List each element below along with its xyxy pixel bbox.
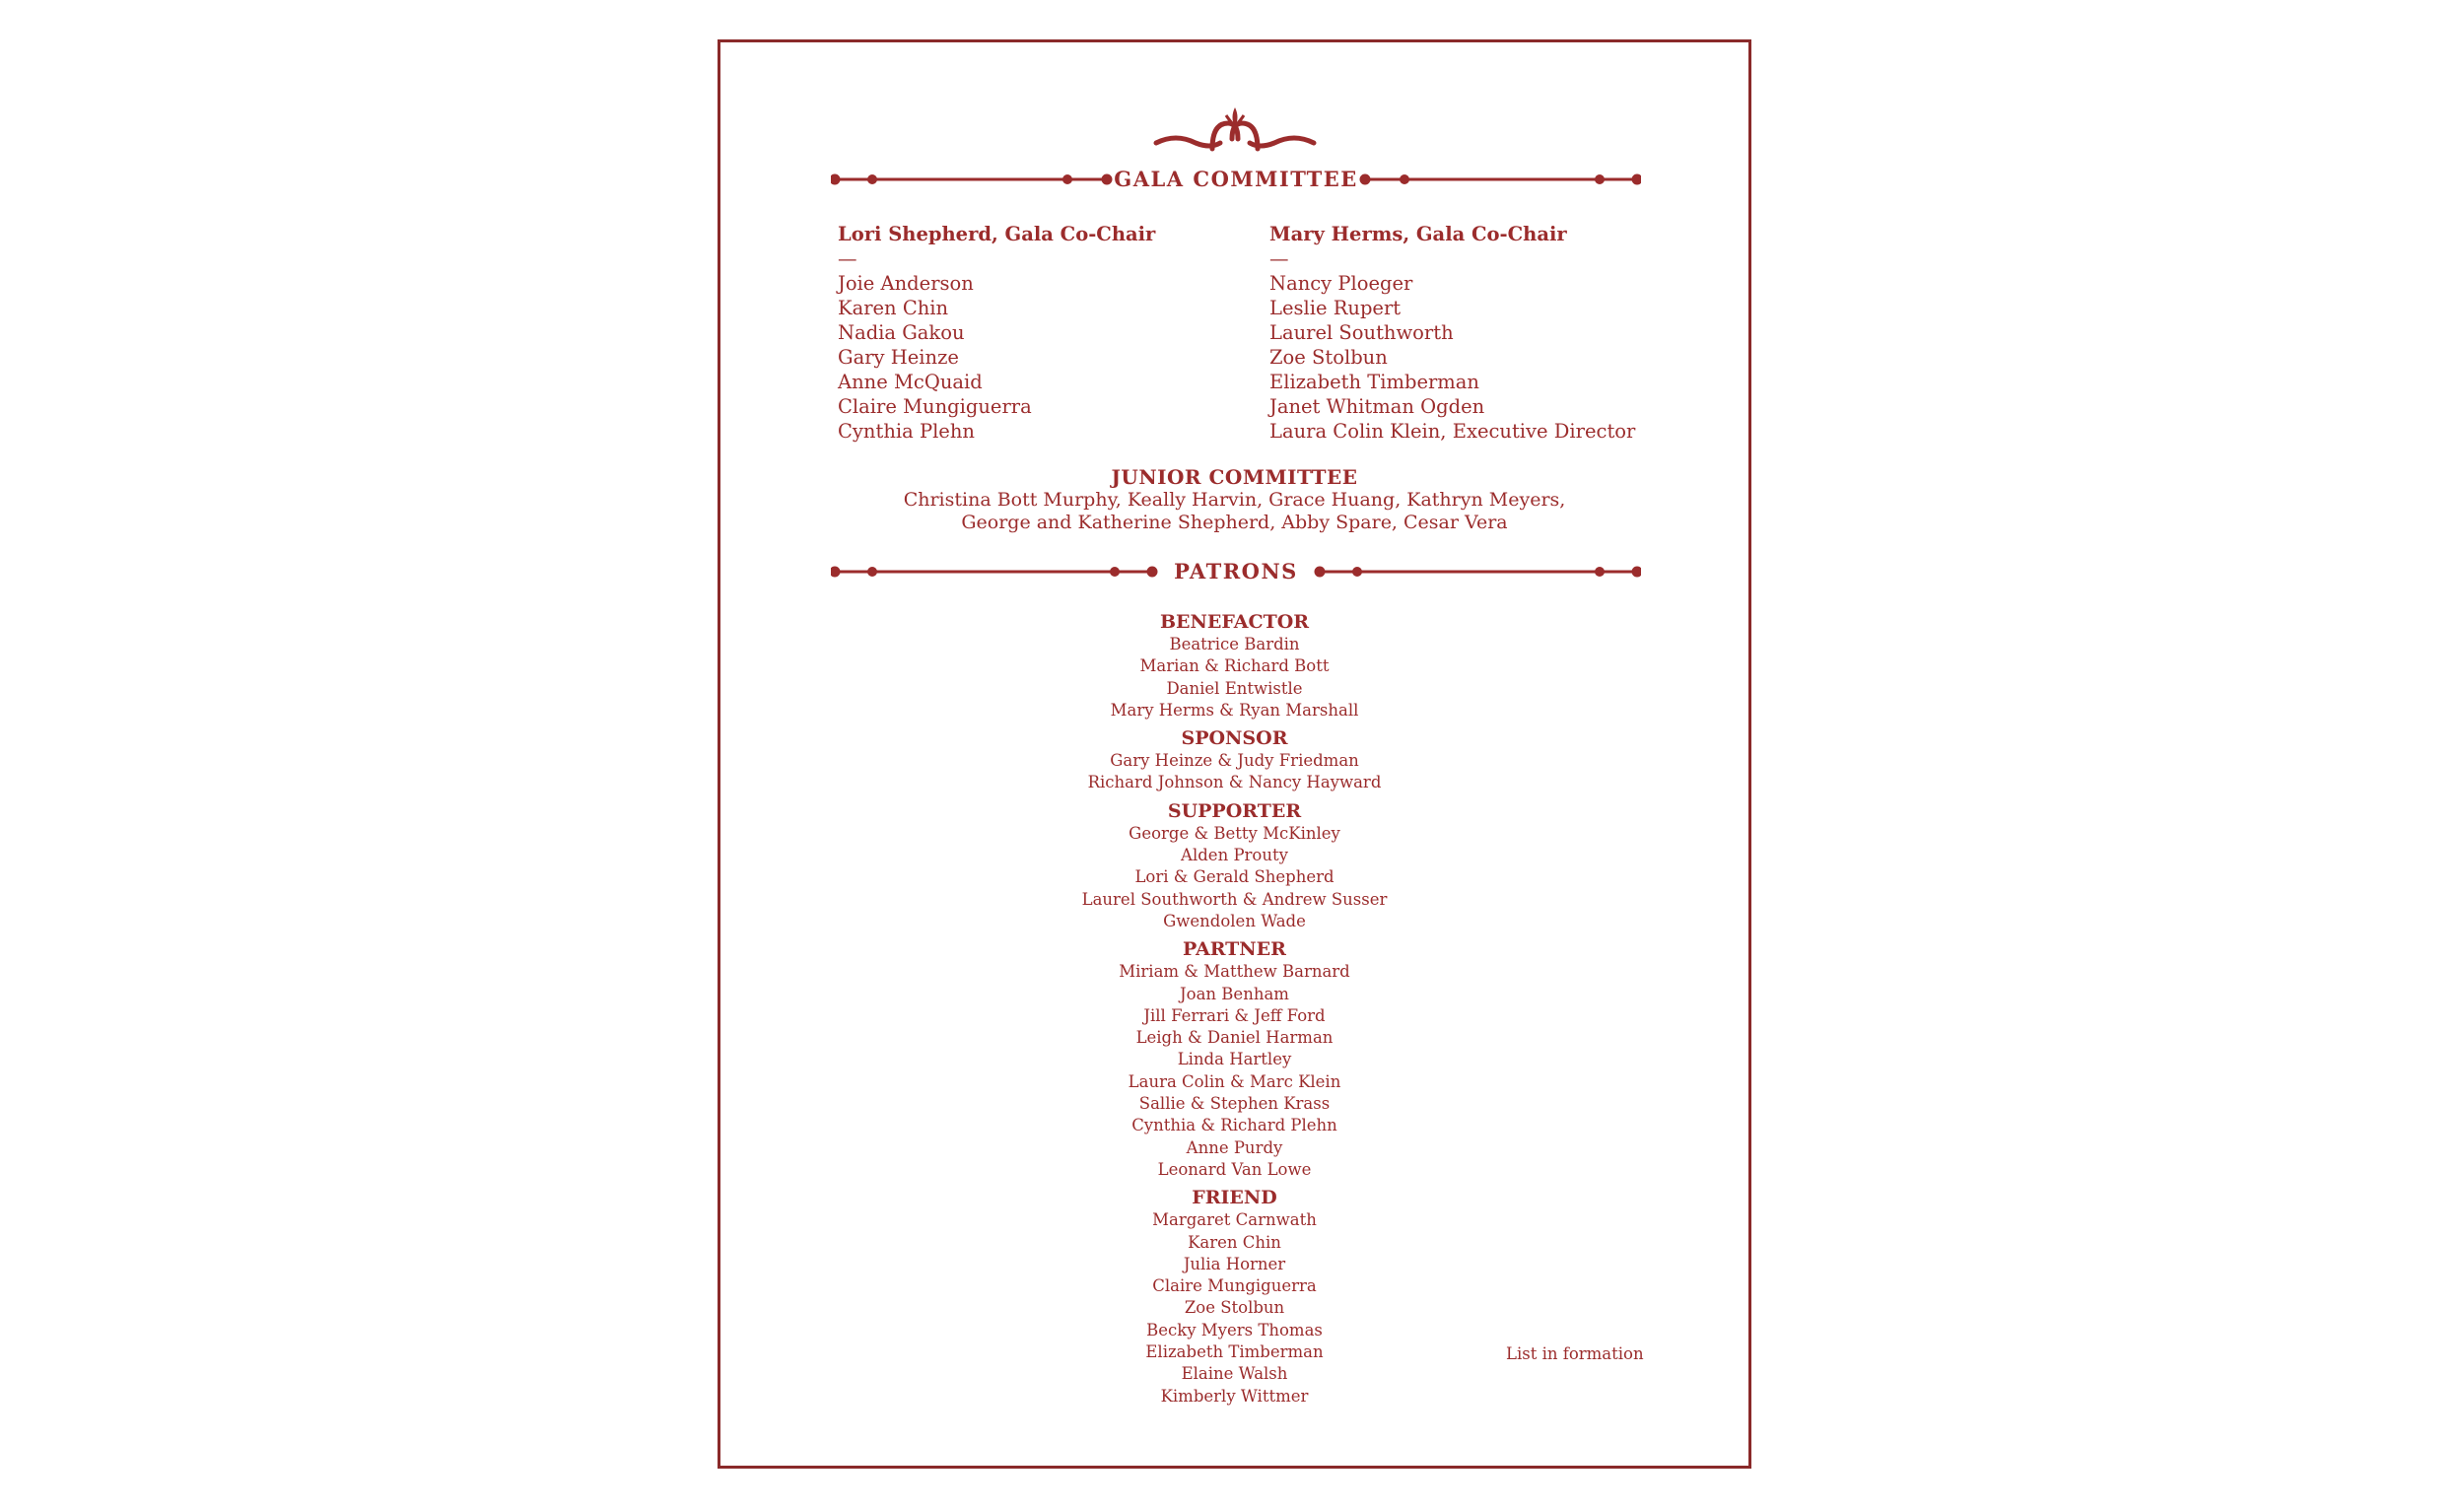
junior-committee-line: Christina Bott Murphy, Keally Harvin, Grace Huang, Kathryn Meyers, [903,489,1566,511]
committee-member: Elizabeth Timberman [1269,371,1479,393]
patron-name: Gary Heinze & Judy Friedman [1110,751,1359,771]
divider-dash: — [838,247,857,270]
committee-member: Karen Chin [838,297,949,319]
patron-name: Marian & Richard Bott [1139,656,1330,676]
patron-name: Jill Ferrari & Jeff Ford [1143,1005,1326,1025]
committee-member: Anne McQuaid [838,371,983,393]
patron-name: Karen Chin [1188,1232,1281,1252]
patron-name: Beatrice Bardin [1169,635,1300,653]
patrons-heading-row [831,557,1641,586]
committee-member: Zoe Stolbun [1269,346,1388,369]
patron-name: Zoe Stolbun [1184,1298,1285,1318]
patron-name: Leonard Van Lowe [1157,1159,1312,1179]
committee-member: Leslie Rupert [1269,297,1402,319]
co-chair-name: Lori Shepherd, Gala Co-Chair [838,223,1156,245]
committee-member: Claire Mungiguerra [838,395,1032,418]
patron-name: Leigh & Daniel Harman [1135,1028,1334,1048]
committee-member: Janet Whitman Ogden [1269,395,1485,418]
patron-name: Alden Prouty [1181,846,1288,865]
committee-member: Nancy Ploeger [1269,272,1413,295]
patrons-title: PATRONS [1174,559,1298,584]
patron-level-title: BENEFACTOR [1159,611,1310,633]
flourish-ornament-icon [1151,105,1319,157]
patron-level-title: FRIEND [1192,1187,1277,1209]
divider-dash: — [1269,247,1289,270]
patron-name: Elizabeth Timberman [1145,1342,1324,1362]
patron-name: Sallie & Stephen Krass [1138,1094,1331,1114]
patron-name: Claire Mungiguerra [1152,1276,1317,1296]
patron-name: Daniel Entwistle [1166,678,1303,698]
patron-name: Linda Hartley [1177,1050,1292,1069]
junior-committee-line: George and Katherine Shepherd, Abby Spare, Cesar Vera [961,512,1508,533]
patron-level-title: PARTNER [1183,938,1286,961]
patron-name: Laura Colin & Marc Klein [1128,1071,1341,1091]
patron-name: Joan Benham [1180,984,1289,1003]
patron-name: Margaret Carnwath [1152,1210,1317,1230]
patron-name: Richard Johnson & Nancy Hayward [1087,773,1382,792]
committee-member: Laurel Southworth [1269,321,1454,344]
patron-name: Miriam & Matthew Barnard [1119,962,1350,982]
patrons-list [720,610,1748,1408]
patron-name: Anne Purdy [1186,1137,1283,1157]
committee-member: Laura Colin Klein, Executive Director [1269,420,1636,443]
committee-member: Gary Heinze [838,346,959,369]
gala-committee-title: GALA COMMITTEE [1114,167,1358,191]
gala-committee-left-column [838,222,1155,444]
committee-member: Cynthia Plehn [838,420,975,443]
document-page [718,39,1751,1469]
patron-name: Gwendolen Wade [1163,911,1306,930]
patron-name: Julia Horner [1183,1254,1286,1273]
junior-committee [720,466,1748,534]
gala-committee-heading-row [831,165,1641,194]
patron-name: Mary Herms & Ryan Marshall [1110,700,1359,720]
patron-level-title: SUPPORTER [1167,799,1302,822]
patron-name: Laurel Southworth & Andrew Susser [1081,889,1388,909]
patron-name: Cynthia & Richard Plehn [1131,1116,1337,1135]
co-chair-name: Mary Herms, Gala Co-Chair [1269,223,1567,245]
patron-name: Becky Myers Thomas [1146,1320,1323,1339]
patron-name: Lori & Gerald Shepherd [1134,867,1335,887]
patron-name: Elaine Walsh [1181,1364,1288,1384]
list-in-formation-note: List in formation [1506,1344,1644,1363]
committee-member: Nadia Gakou [838,321,965,344]
patron-level-title: SPONSOR [1181,727,1288,750]
gala-committee-right-column [1269,222,1635,444]
committee-member: Joie Anderson [838,272,974,295]
patron-name: George & Betty McKinley [1129,823,1340,843]
patron-name: Kimberly Wittmer [1160,1386,1309,1406]
junior-committee-title: JUNIOR COMMITTEE [1111,465,1358,489]
